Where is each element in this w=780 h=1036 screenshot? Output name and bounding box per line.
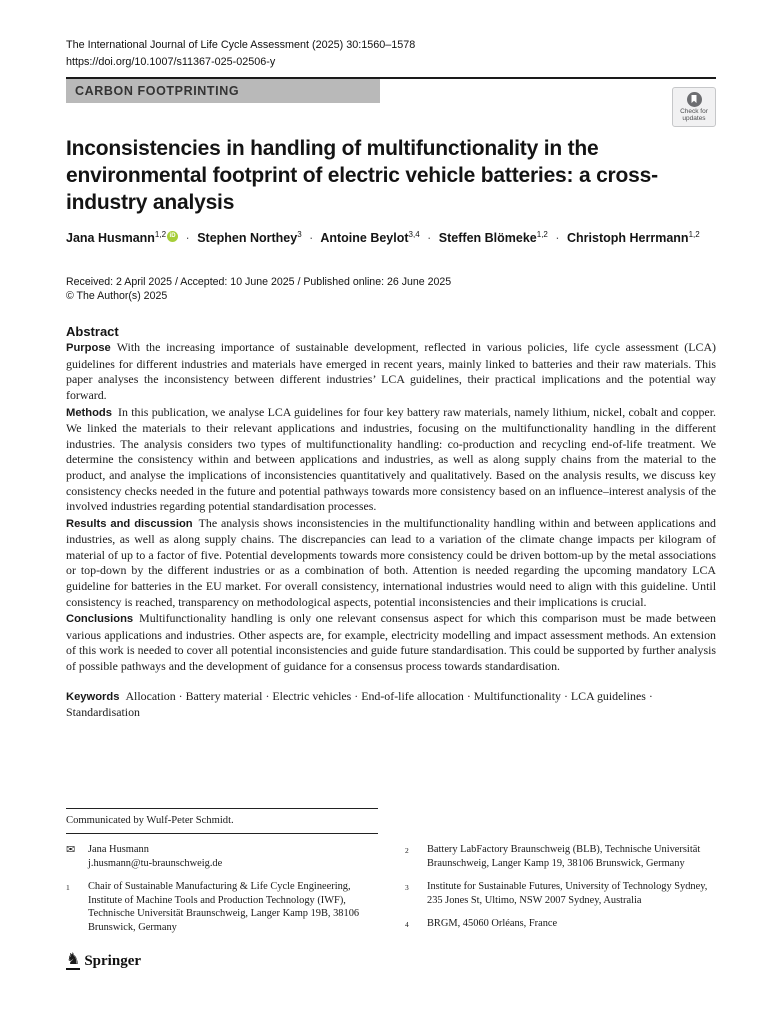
author-affiliation-sup: 1,2 — [536, 230, 548, 239]
section-text: Multifunctionality handling is only one relevant consensus aspect for which this comparison must be made between various applications and industries. Other aspects are, for example, electricity modelling and impact assessment methods. An extension of this work is needed to cover all potential inconsistencies and guide future standardisation. This could be supported by further analysis of possible pathways and the development of guidance for a consensus process towards standardisation. — [66, 611, 716, 674]
affiliation-text: Battery LabFactory Braunschweig (BLB), Technische Universität Braunschweig, Langer Kamp 19, 38106 Brunswick, Germany — [427, 844, 701, 869]
affiliation-number: 3 — [405, 883, 409, 893]
abstract-section-conclusions — [66, 611, 716, 674]
envelope-icon: ✉ — [66, 844, 76, 856]
author-list — [66, 231, 716, 245]
affiliation-text: Chair of Sustainable Manufacturing & Life Cycle Engineering, Institute of Machine Tools and Production Technology (IWF), Technische Universität Braunschweig, Langer Kamp 19B, 38106 Brunswick, Germany — [88, 881, 360, 933]
springer-knight-icon: ♞ — [66, 951, 81, 968]
section-label: Purpose — [66, 342, 111, 355]
section-text: The analysis shows inconsistencies in the multifunctionality handling within and between applications and industries, as well as along supply chains. The discrepancies can lead to a variation of the climate change impacts per kilogram of material of up to a factor of five. Potential developments towards more consistency could be driven bottom-up by the metal associations or top-down by the different industries or as a combination of both. Attention is needed regarding the upcoming mandatory LCA guideline for batteries in the EU market. For overall consistency, international industries would need to align with this guideline. Until consistency is reached, transparency on methodological aspects, potential inconsistencies and their implications is crucial. — [66, 515, 717, 609]
dates-line: Received: 2 April 2025 / Accepted: 10 June 2025 / Published online: 26 June 2025 — [66, 276, 452, 289]
doi-link[interactable]: https://doi.org/10.1007/s11367-025-02506-y — [66, 56, 276, 68]
section-label: Conclusions — [66, 613, 134, 626]
check-for-updates-badge[interactable] — [672, 87, 716, 127]
author-affiliation-sup: 1,2 — [688, 230, 700, 239]
section-text: With the increasing importance of sustainable development, reflected in various policies, life cycle assessment (LCA) guidelines for different industries and materials have emerged in recent years, mainly linked to batteries and their raw materials. This paper analyses the inconsistency between different industries’ LCA guidelines, their practical implications and the potential way forward. — [66, 340, 716, 402]
journal-title-line: The International Journal of Life Cycle Assessment (2025) 30:1560–1578 — [66, 39, 416, 51]
abstract-section-results — [66, 516, 716, 611]
author-separator: · — [555, 231, 560, 246]
abstract-section-methods — [66, 405, 716, 515]
journal-header — [66, 38, 716, 70]
abstract-heading: Abstract — [66, 324, 119, 340]
check-updates-label-line2: updates — [682, 115, 706, 122]
bookmark-icon — [690, 95, 698, 104]
author-name: Christoph Herrmann — [567, 231, 689, 246]
check-updates-icon — [687, 92, 702, 107]
affiliation-text: BRGM, 45060 Orléans, France — [427, 918, 558, 930]
affiliation-text: Institute for Sustainable Futures, University of Technology Sydney, 235 Jones St, Ultimo, NSW 2007 Sydney, Australia — [427, 881, 708, 906]
copyright-line: © The Author(s) 2025 — [66, 290, 168, 303]
communicated-by-note: Communicated by Wulf-Peter Schmidt. — [66, 808, 378, 834]
affiliation-number: 4 — [405, 920, 409, 930]
author-separator: · — [309, 231, 314, 246]
section-banner-label: CARBON FOOTPRINTING — [75, 84, 240, 98]
section-text: In this publication, we analyse LCA guidelines for four key battery raw materials, namely lithium, nickel, cobalt and copper. We linked the materials to their relevant applications and industries, focusing on the multifunctionality handling in the different industries. The analysis considers two types of multifunctionality handling: co-production and recycling end-of-life treatment. We determine the consistency within and between applications and industries, as well as along supply chains from the material to the product, and analyse the implications of inconsistencies quantitatively and qualitatively. Based on the analysis results, we discuss key consistency checks needed in the future and potential pathways towards more consistency based on an influence–interest analysis of the involved industries regarding potential standardisation processes. — [66, 404, 716, 514]
footnote-area — [66, 808, 716, 946]
affiliation-number: 1 — [66, 883, 70, 893]
orcid-icon[interactable]: iD — [167, 231, 178, 242]
springer-logo — [66, 952, 141, 970]
check-updates-label-line1: Check for — [680, 108, 708, 115]
affiliation-item — [405, 880, 716, 907]
author-separator: · — [185, 231, 190, 246]
section-banner — [66, 79, 380, 103]
section-label: Results and discussion — [66, 517, 193, 530]
keywords-text: Allocation · Battery material · Electric vehicles · End-of-life allocation · Multifunctionality · LCA guidelines · Standardisation — [66, 688, 653, 720]
correspondence-name: Jana Husmann — [88, 844, 149, 855]
author-separator: · — [427, 231, 432, 246]
abstract-section-purpose — [66, 340, 716, 403]
author-affiliation-sup: 1,2 — [154, 230, 167, 239]
keywords-label: Keywords — [66, 690, 120, 703]
correspondence-email[interactable]: j.husmann@tu-braunschweig.de — [88, 857, 223, 869]
author-name: Antoine Beylot — [320, 231, 409, 246]
author-name: Jana Husmann — [66, 231, 155, 246]
affiliation-item — [405, 917, 716, 935]
affiliation-item — [405, 843, 716, 870]
section-label: Methods — [66, 406, 112, 419]
correspondence-block — [66, 843, 377, 870]
keywords-line — [66, 689, 716, 721]
affiliation-item — [66, 880, 377, 934]
author-name: Stephen Northey — [197, 231, 298, 246]
author-affiliation-sup: 3 — [297, 230, 302, 239]
author-affiliation-sup: 3,4 — [408, 230, 420, 239]
footnote-column-left — [66, 843, 377, 946]
article-title: Inconsistencies in handling of multifunctionality in the environmental footprint of electric vehicle batteries: a cross-industry analysis — [66, 137, 658, 214]
author-name: Steffen Blömeke — [438, 231, 537, 246]
springer-wordmark: Springer — [84, 952, 142, 969]
footnote-column-right — [405, 843, 716, 946]
affiliation-number: 2 — [405, 846, 409, 855]
